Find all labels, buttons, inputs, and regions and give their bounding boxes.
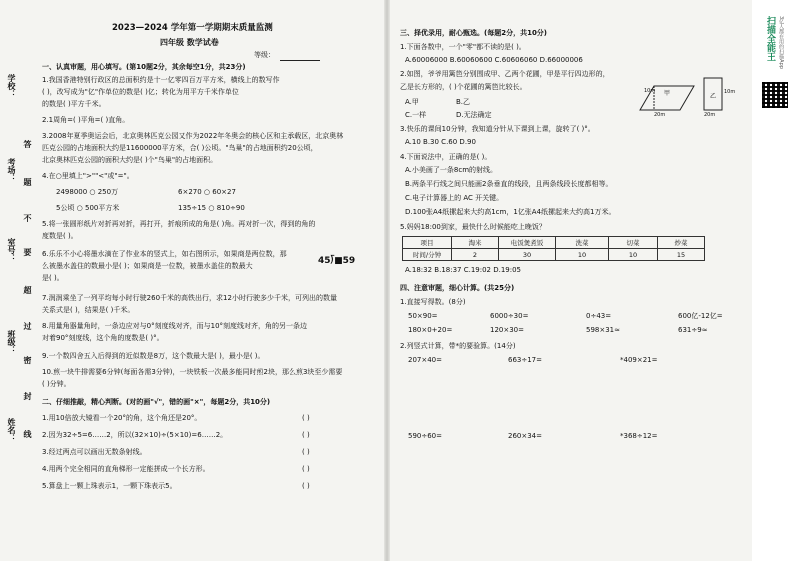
table-cell: 10 <box>556 249 609 261</box>
label-exam-room: 考场： <box>7 158 16 182</box>
choice-option: D.100张A4纸摞起来大约高1cm，1亿张A4纸摞起来大约高1万米。 <box>405 208 616 216</box>
q6-line2: 么被墨水盖住的数最小是( )；如果商是一位数，被墨水盖住的数最大 <box>42 262 253 270</box>
q4-item: 6×270 ○ 60×27 <box>178 188 236 196</box>
label-school: 学校： <box>7 74 16 98</box>
section3-heading: 三、择优录用，耐心甄选。(每题2分，共10分) <box>400 29 548 37</box>
written-item: 260×34= <box>508 432 542 440</box>
seal-char: 过 <box>23 322 32 330</box>
choice-q3-options: A.10 B.30 C.60 D.90 <box>405 138 476 146</box>
choice-option: D.无法确定 <box>456 111 492 119</box>
page-fold <box>384 0 390 561</box>
q7-line1: 7.润润乘坐了一列平均每小时行驶260千米的高铁出行，求12小时行驶多少千米，可列出的数量 <box>42 294 337 302</box>
exam-title: 2023—2024 学年第一学期期末质量监测 <box>112 23 273 33</box>
q8-line1: 8.用量角器量角时，一条边应对与0°刻度线对齐，而与10°刻度线对齐，角的另一条边 <box>42 322 308 330</box>
q9: 9.一个数四舍五入后得到的近似数是8万，这个数最大是( )，最小是( )。 <box>42 352 265 360</box>
grade-label: 等级： <box>254 51 275 59</box>
choice-option: A.甲 <box>405 98 419 106</box>
q5-line2: 度数是( )。 <box>42 232 78 240</box>
q5-line1: 5.将一张圆形纸片对折再对折，再打开，折痕所成的角是( )角。再对折一次，得到的角的 <box>42 220 316 228</box>
seal-char: 答 <box>23 140 32 148</box>
q1-line2: ( )，改写成为"亿"作单位的数是( )亿；转化为用平方千米作单位 <box>42 88 239 96</box>
table-cell: 炒菜 <box>658 237 705 249</box>
judge-answer-box[interactable]: ( ) <box>302 465 310 473</box>
seal-char: 超 <box>23 286 32 294</box>
table-cell: 15 <box>658 249 705 261</box>
choice-q5: 5.妈妈18:00到家，最快什么时候能吃上晚饭？ <box>400 223 546 231</box>
choice-q2-line2: 乙是长方形的，( )个花圃的篱笆比较长。 <box>400 83 527 91</box>
scanner-watermark-strip <box>752 0 794 561</box>
choice-option: B.两条平行线之间只能画2条垂直的线段，且两条线段长度都相等。 <box>405 180 613 188</box>
choice-option: C.一样 <box>405 111 427 119</box>
table-cell: 10 <box>609 249 658 261</box>
choice-q1: 1.下面各数中，一个"零"都不读的是( )。 <box>400 43 526 51</box>
scanner-brand: 扫描全能王 <box>765 16 775 61</box>
figure-dim: 20m <box>654 112 666 118</box>
section4-heading: 四、注意审题，细心计算。(共25分) <box>400 284 515 292</box>
q10-line2: ( )分钟。 <box>42 380 71 388</box>
seal-char: 封 <box>23 392 32 400</box>
exam-subtitle: 四年级 数学试卷 <box>160 38 219 47</box>
oral-item: 0÷43= <box>586 312 612 320</box>
grade-blank[interactable] <box>280 60 320 61</box>
oral-item: 598×31≈ <box>586 326 620 334</box>
choice-q4: 4.下面说法中，正确的是( )。 <box>400 153 492 161</box>
oral-calc-heading: 1.直接写得数。(8分) <box>400 298 466 306</box>
judge-answer-box[interactable]: ( ) <box>302 414 310 422</box>
table-header-row <box>403 237 705 249</box>
written-item: 207×40= <box>408 356 442 364</box>
q1-line3: 的数是( )平方千米。 <box>42 100 106 108</box>
table-cell: 时间/分钟 <box>403 249 452 261</box>
judge-item: 5.算盘上一颗上珠表示1，一颗下珠表示5。 <box>42 482 177 490</box>
q4-item: 135÷15 ○ 810÷90 <box>178 204 245 212</box>
figure-label-yi: 乙 <box>710 93 717 100</box>
oral-item: 631÷9≈ <box>678 326 708 334</box>
ink-division: 45⟌■59 <box>318 256 356 266</box>
judge-item: 2.因为32÷5=6……2，所以(32×10)÷(5×10)=6……2。 <box>42 431 228 439</box>
table-cell: 项目 <box>403 237 452 249</box>
table-cell: 电饭煲煮饭 <box>499 237 556 249</box>
table-cell: 洗菜 <box>556 237 609 249</box>
q2: 2.1周角=( )平角=( )直角。 <box>42 116 130 124</box>
oral-item: 600亿-12亿= <box>678 312 723 320</box>
q4-item: 5公顷 ○ 500平方米 <box>56 204 120 212</box>
judge-answer-box[interactable]: ( ) <box>302 448 310 456</box>
choice-q3: 3.快乐的课间10分钟，我知道分针从下课到上课，旋转了( )°。 <box>400 125 595 133</box>
figure-label-jia: 甲 <box>664 90 671 97</box>
seal-char: 要 <box>23 248 32 256</box>
label-seat: 室号： <box>7 238 16 262</box>
label-class: 班级： <box>7 330 16 354</box>
written-calc-heading: 2.列竖式计算，带*的要验算。(14分) <box>400 342 516 350</box>
judge-item: 3.经过两点可以画出无数条射线。 <box>42 448 147 456</box>
choice-q2-line1: 2.如图，爷爷用篱笆分别围成甲、乙两个花圃，甲是平行四边形的， <box>400 70 610 78</box>
q1-line1: 1.我国香港特别行政区的总面积约是十一亿零四百万平方米，横线上的数写作 <box>42 76 280 84</box>
table-row <box>403 249 705 261</box>
q3-line3: 北京奥林匹克公园的面积大约是( )个"鸟巢"的占地面积。 <box>42 156 218 164</box>
judge-item: 4.用两个完全相同的直角梯形一定能拼成一个长方形。 <box>42 465 210 473</box>
q10-line1: 10.煎一块牛排需要6分钟(每面各需3分钟)，一块铁板一次最多能同时煎2块，那么煎3块至少需要 <box>42 368 343 376</box>
cooking-time-table <box>402 236 705 261</box>
section2-heading: 二、仔细推敲，精心判断。(对的画"√"，错的画"×"，每题2分，共10分) <box>42 398 271 406</box>
q6-line3: 是( )。 <box>42 274 64 282</box>
q4: 4.在○里填上">""<"或"="。 <box>42 172 134 180</box>
section1-heading: 一、认真审题，用心填写。(第10题2分，其余每空1分，共23分) <box>42 63 246 71</box>
written-item: 663÷17= <box>508 356 542 364</box>
judge-answer-box[interactable]: ( ) <box>302 482 310 490</box>
choice-q5-options: A.18:32 B.18:37 C.19:02 D.19:05 <box>405 266 522 274</box>
figure-dim: 20m <box>704 112 716 118</box>
figure-dim: 10m <box>644 88 656 94</box>
oral-item: 120×30= <box>490 326 524 334</box>
qr-code-icon <box>762 82 788 108</box>
label-name: 姓名： <box>7 418 16 442</box>
written-item: 590÷60= <box>408 432 442 440</box>
oral-item: 180×0+20= <box>408 326 453 334</box>
written-item: *368÷12= <box>620 432 658 440</box>
choice-option: B.乙 <box>456 98 471 106</box>
choice-q1-options: A.60006000 B.60060600 C.60606060 D.66000006 <box>405 56 583 64</box>
table-cell: 2 <box>452 249 499 261</box>
table-cell: 30 <box>499 249 556 261</box>
scanner-tagline: 3亿人都在用的扫描App <box>778 16 784 69</box>
written-item: *409×21= <box>620 356 658 364</box>
table-cell: 淘米 <box>452 237 499 249</box>
q4-item: 2498000 ○ 250万 <box>56 188 119 196</box>
q8-line2: 对着90°刻度线，这个角的度数是( )°。 <box>42 334 164 342</box>
seal-char: 线 <box>23 430 32 438</box>
oral-item: 6000÷30= <box>490 312 529 320</box>
q3-line2: 匹克公园的占地面积大约是11600000平方米，合( )公顷。"鸟巢"的占地面积约20公顷， <box>42 144 318 152</box>
q3-line1: 3.2008年夏季奥运会后，北京奥林匹克公园又作为2022年冬奥会的核心区和主承载区，北京奥林 <box>42 132 344 140</box>
figure-dim: 10m <box>724 89 736 95</box>
table-cell: 切菜 <box>609 237 658 249</box>
choice-option: A.小美画了一条8cm的射线。 <box>405 166 498 174</box>
choice-option: C.电子计算器上的 AC 开关键。 <box>405 194 504 202</box>
oral-item: 50×90= <box>408 312 438 320</box>
q7-line2: 关系式是( )，结果是( )千米。 <box>42 306 135 314</box>
seal-char: 密 <box>23 356 32 364</box>
judge-item: 1.用10倍放大镜看一个20°的角，这个角还是20°。 <box>42 414 202 422</box>
judge-answer-box[interactable]: ( ) <box>302 431 310 439</box>
seal-char: 题 <box>23 178 32 186</box>
q6-line1: 6.乐乐不小心将墨水滴在了作业本的竖式上，如右图所示，如果商是两位数，那 <box>42 250 287 258</box>
seal-char: 不 <box>23 214 32 222</box>
